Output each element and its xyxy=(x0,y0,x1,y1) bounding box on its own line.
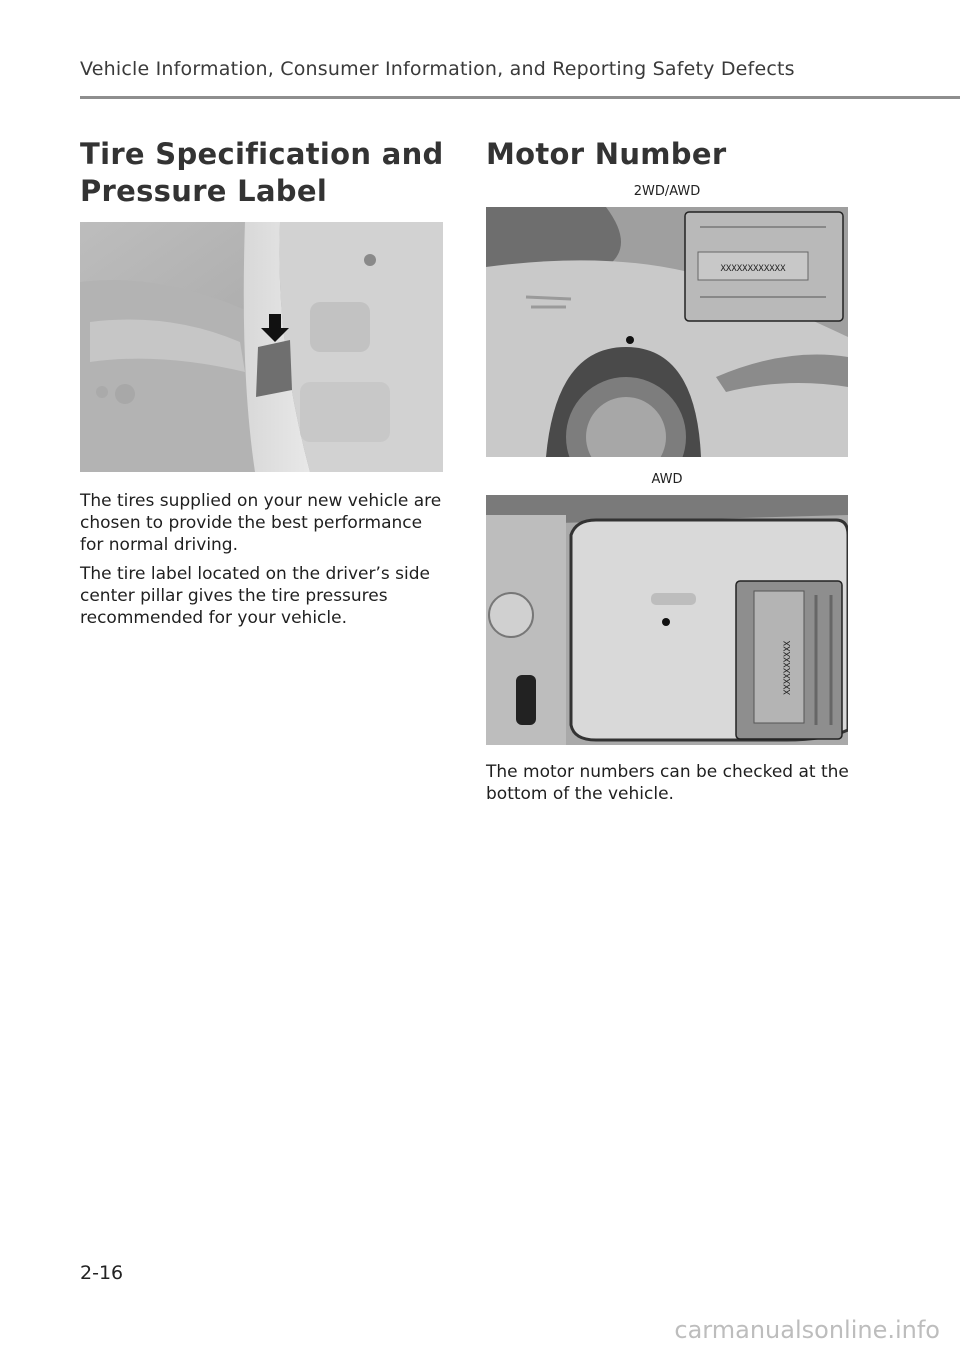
tire-paragraph-2: The tire label located on the driver’s side center pillar gives the tire pressures recommended for your vehicle. xyxy=(80,564,431,628)
header-divider xyxy=(80,96,960,99)
watermark: carmanualsonline.info xyxy=(674,1316,940,1344)
page-number: 2-16 xyxy=(80,1262,124,1284)
running-header: Vehicle Information, Consumer Information, and Reporting Safety Defects xyxy=(80,58,795,80)
motor-paragraph: The motor numbers can be checked at the bottom of the vehicle. xyxy=(486,762,849,804)
tire-label-section-title: Tire Specification and Pressure Label xyxy=(80,137,444,208)
motor-number-section-title: Motor Number xyxy=(486,137,727,171)
figure2-inset-text: XXXXXXXXXX xyxy=(783,640,793,695)
figure1-inset-text: XXXXXXXXXXXX xyxy=(720,264,786,274)
tire-paragraph-1: The tires supplied on your new vehicle are chosen to provide the best performance for normal driving. xyxy=(80,491,442,555)
motor-number-figure-awd xyxy=(486,495,848,745)
tire-label-figure xyxy=(80,222,443,472)
motor-number-figure-2wd xyxy=(486,207,848,457)
figure1-caption: 2WD/AWD xyxy=(633,184,701,199)
figure2-caption: AWD xyxy=(651,472,683,487)
